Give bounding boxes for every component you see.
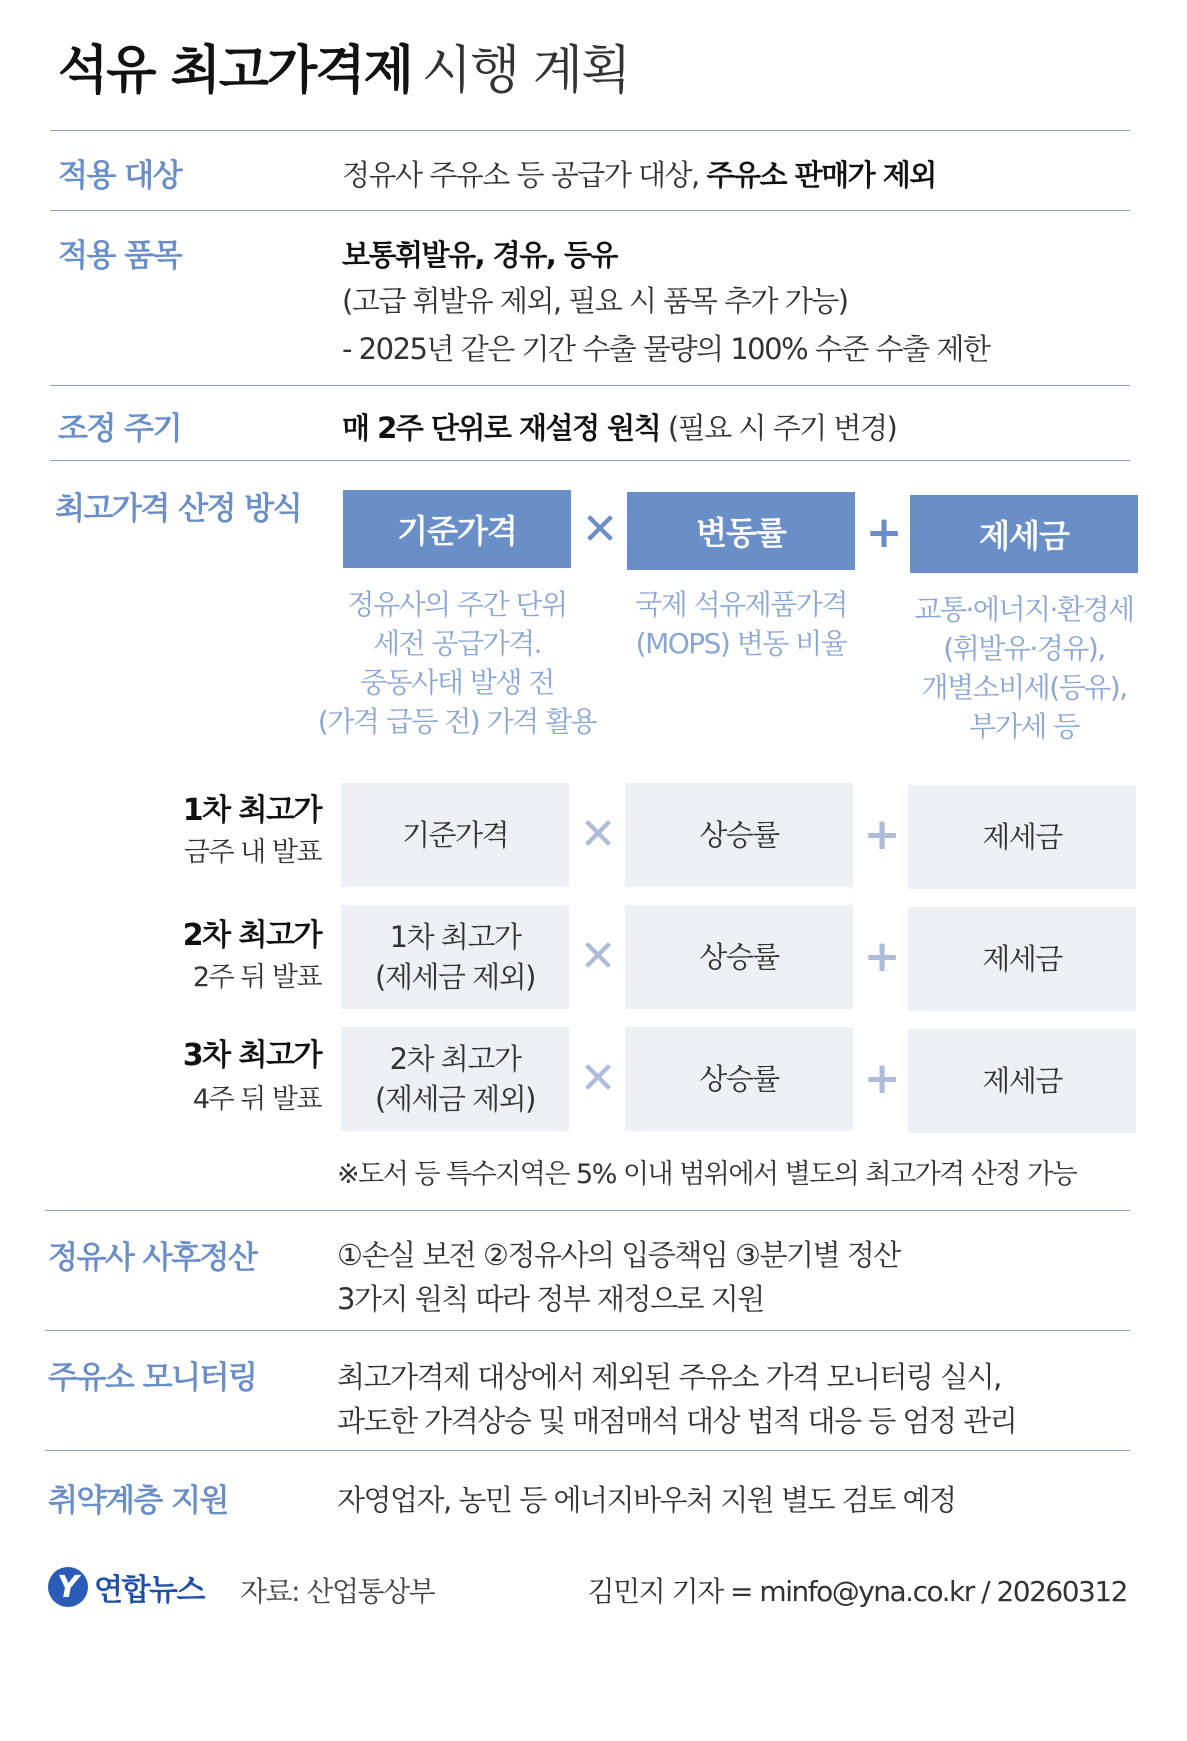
cycle-text: (필요 시 주기 변경) [660,411,897,445]
credit-text: 김민지 기자 = minfo@yna.co.kr / 20260312 [587,1575,1127,1608]
desc-base-line: 정유사의 주간 단위 [347,588,567,621]
stage-2-base-note: (제세금 제외) [375,960,535,994]
monitoring-line-2: 과도한 가격상승 및 매점매석 대상 법적 대응 등 엄정 관리 [337,1404,1017,1438]
special-region-note: ※도서 등 특수지역은 5% 이내 범위에서 별도의 최고가격 산정 가능 [337,1159,1077,1190]
stage-3-base-cell [341,1027,569,1131]
items-line-2: (고급 휘발유 제외, 필요 시 품목 추가 가능) [342,284,848,318]
stage-3-title: 3차 최고가 [182,1038,321,1073]
support-text: 자영업자, 농민 등 에너지바우처 지원 별도 검토 예정 [337,1483,956,1517]
stage-3-base: 2차 최고가 [389,1042,521,1076]
target-bold: 주유소 판매가 제외 [706,158,936,192]
stage-1-rate-cell [625,783,853,887]
divider [45,1330,1130,1331]
title-bold: 석유 최고가격제 [58,41,412,101]
stage-1-base-cell [341,783,569,887]
section-label-settlement: 정유사 사후정산 [48,1240,257,1276]
plus-icon: + [863,1053,901,1104]
settlement-line-1: ①손실 보전 ②정유사의 입증책임 ③분기별 정산 [337,1238,900,1272]
stage-3-rate: 상승률 [699,1062,779,1096]
stage-1-tax-cell [908,785,1136,889]
settlement-line-2: 3가지 원칙 따라 정부 재정으로 지원 [337,1282,764,1316]
section-label-items: 적용 품목 [58,238,182,274]
divider [45,1210,1130,1211]
section-label-target: 적용 대상 [58,158,182,194]
monitoring-line-1: 최고가격제 대상에서 제외된 주유소 가격 모니터링 실시, [337,1360,1001,1394]
stage-1-base: 기준가격 [401,818,509,852]
section-text-target [342,152,936,198]
stage-1-tax: 제세금 [982,820,1062,854]
yonhap-logo [48,1565,204,1609]
title-light: 시행 계획 [421,41,630,101]
times-icon: ✕ [579,1053,617,1104]
section-label-method: 최고가격 산정 방식 [55,491,302,527]
logo-mark-icon: Y [48,1567,88,1607]
logo-name: 연합뉴스 [94,1573,204,1608]
desc-base-line: 세전 공급가격. [372,627,542,660]
stage-2-rate-cell [625,905,853,1009]
desc-rate-line: 국제 석유제품가격 [635,588,847,621]
cycle-bold: 매 2주 단위로 재설정 원칙 [342,411,661,445]
stage-2-tax: 제세금 [982,942,1062,976]
section-label-cycle: 조정 주기 [58,411,182,447]
stage-1-sub: 금주 내 발표 [183,837,321,868]
formula-head-tax: 제세금 [910,495,1138,573]
desc-tax [893,590,1155,746]
stage-3-tax-cell [908,1029,1136,1133]
desc-tax-line: 개별소비세(등유), [921,671,1127,704]
page-title [58,28,629,103]
divider [50,460,1130,461]
divider [50,385,1130,386]
times-icon: ✕ [581,504,619,555]
stage-2-base-cell [341,905,569,1009]
divider [50,130,1130,131]
desc-base-line: (가격 급등 전) 가격 활용 [317,705,597,738]
plus-icon: + [865,507,903,558]
desc-base [315,585,599,741]
items-line-1 [342,232,617,278]
stage-2-rate: 상승률 [699,940,779,974]
formula-head-rate: 변동률 [627,492,855,570]
stage-2-tax-cell [908,907,1136,1011]
stage-2-title: 2차 최고가 [182,918,321,953]
stage-2-sub: 2주 뒤 발표 [192,962,321,993]
stage-2-base: 1차 최고가 [389,920,521,954]
plus-icon: + [863,809,901,860]
desc-rate [610,585,872,663]
stage-3-sub: 4주 뒤 발표 [192,1084,321,1115]
desc-base-line: 중동사태 발생 전 [360,666,554,699]
times-icon: ✕ [579,931,617,982]
stage-1-title: 1차 최고가 [182,793,321,828]
times-icon: ✕ [579,809,617,860]
divider [50,210,1130,211]
stage-1-rate: 상승률 [699,818,779,852]
stage-3-rate-cell [625,1027,853,1131]
items-line-1-bold: 보통휘발유, 경유, 등유 [342,238,617,272]
desc-rate-line: (MOPS) 변동 비율 [635,627,847,660]
section-label-monitoring: 주유소 모니터링 [48,1360,257,1396]
stage-3-tax: 제세금 [982,1064,1062,1098]
items-line-3: - 2025년 같은 기간 수출 물량의 100% 수준 수출 제한 [342,332,990,366]
section-text-cycle [342,405,896,451]
divider [45,1450,1130,1451]
plus-icon: + [863,931,901,982]
stage-3-base-note: (제세금 제외) [375,1082,535,1116]
desc-tax-line: 부가세 등 [969,710,1079,743]
desc-tax-line: (휘발유·경유), [943,632,1105,665]
desc-tax-line: 교통·에너지·환경세 [914,593,1134,626]
section-label-support: 취약계층 지원 [48,1483,228,1519]
target-text: 정유사 주유소 등 공급가 대상, [342,158,707,192]
formula-head-base: 기준가격 [343,490,571,568]
source-text: 자료: 산업통상부 [240,1575,435,1608]
